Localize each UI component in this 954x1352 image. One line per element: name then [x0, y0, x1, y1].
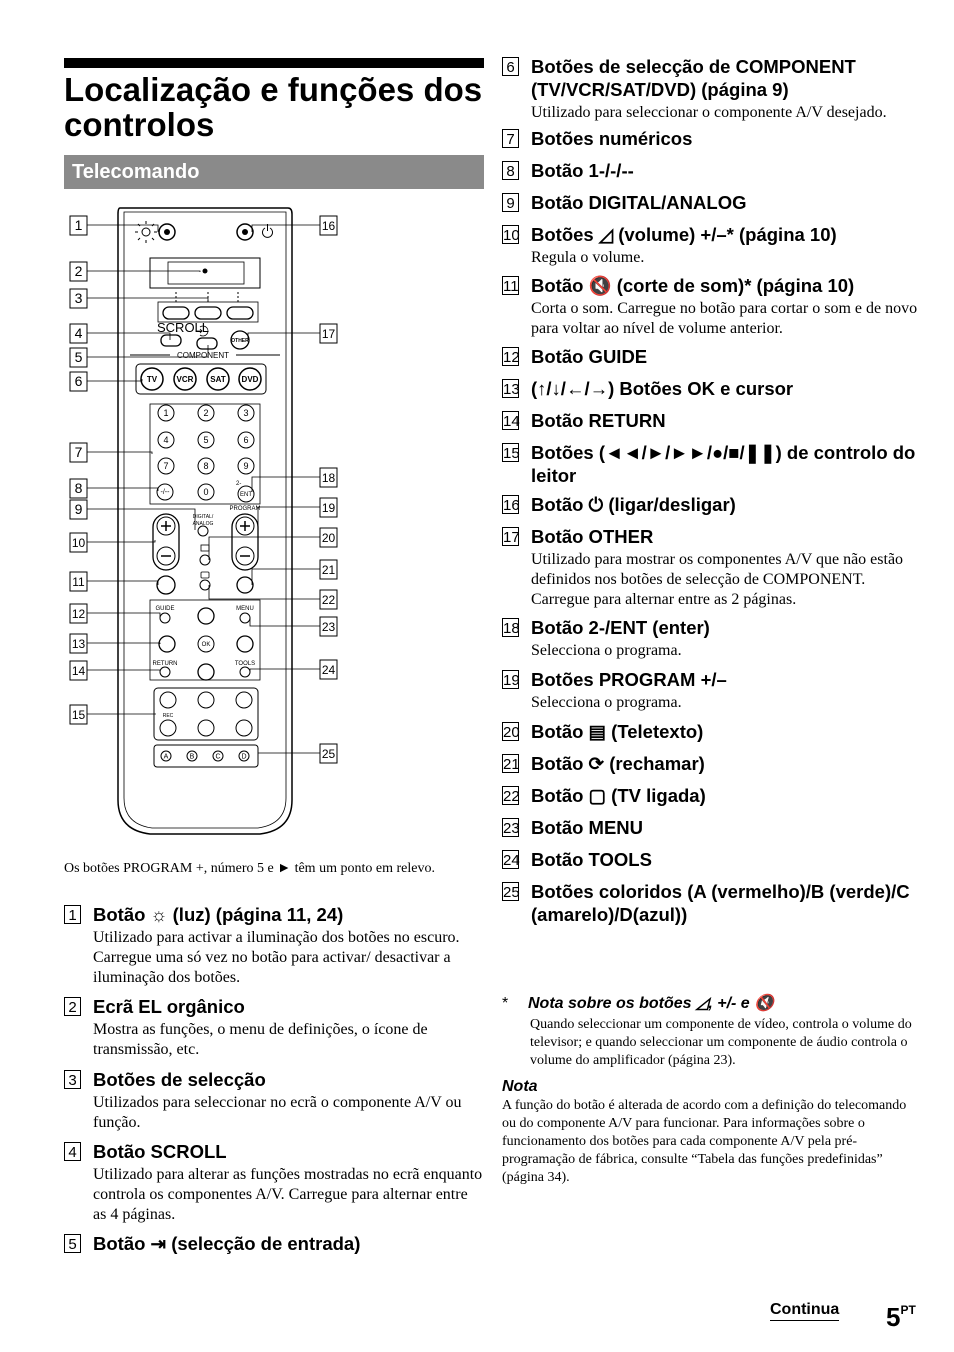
- callout-line-20: [209, 537, 320, 560]
- note-text: Quando seleccionar um componente de vídeo, controla o volume do televisor; e quando seleccionar um componente de áudio controla o volume do amplificador (página 23).: [530, 1017, 912, 1068]
- sat-label: SAT: [210, 375, 226, 384]
- item-7: [502, 127, 922, 150]
- callout-2: 2: [74, 263, 83, 279]
- callout-line-14: [87, 670, 160, 672]
- item-4: [64, 1140, 484, 1225]
- digit-label: 8: [203, 461, 209, 471]
- tv-on-icon: [201, 572, 209, 578]
- item-number: 13: [503, 381, 520, 398]
- remote-control-diagram: [60, 200, 360, 840]
- digital-analog-label: DIGITAL/: [192, 514, 214, 520]
- dvd-label: DVD: [241, 375, 259, 384]
- item-description: Regula o volume.: [531, 249, 645, 266]
- item-number: 24: [503, 852, 520, 869]
- callout-11: 11: [72, 575, 85, 589]
- ent-label: ENT: [240, 492, 252, 498]
- callout-3: 3: [74, 290, 83, 306]
- callout-25: 25: [321, 747, 336, 761]
- nota-heading: Nota: [502, 1078, 538, 1095]
- svg-text:ANALOG: ANALOG: [192, 521, 214, 527]
- callout-line-3: [87, 298, 208, 302]
- callout-12: 12: [71, 607, 86, 621]
- item-heading: Ecrã EL orgânico: [93, 996, 245, 1017]
- dash-label: -/--: [160, 489, 170, 496]
- item-description: Utilizado para alterar as funções mostradas no ecrã enquanto controla os componentes A/V. Carregue para alternar entre as 4 páginas.: [93, 1166, 483, 1223]
- item-5: [64, 1232, 484, 1255]
- digit-label: 1: [163, 408, 169, 418]
- power-icon: [263, 224, 273, 237]
- item-10: [502, 223, 922, 268]
- item-number: 20: [503, 724, 520, 741]
- item-18: [502, 616, 922, 661]
- callout-19: 19: [321, 501, 336, 515]
- remote-caption: Os botões PROGRAM +, número 5 e ► têm um ponto em relevo.: [64, 861, 435, 876]
- item-heading: Botão DIGITAL/ANALOG: [531, 192, 747, 213]
- continue-label: Continua: [770, 1300, 839, 1321]
- callout-22: 22: [321, 593, 336, 607]
- callout-10: 10: [71, 536, 86, 550]
- item-number: 23: [503, 820, 520, 837]
- digital-analog-button: [198, 526, 208, 536]
- ff-button: [236, 692, 252, 708]
- item-13: [502, 377, 922, 400]
- tv-on-button: [200, 580, 210, 590]
- light-icon: [135, 221, 157, 243]
- item-15: [502, 441, 922, 487]
- select-button-2: [195, 307, 221, 319]
- teletext-icon: [201, 545, 209, 551]
- item-12: [502, 345, 922, 368]
- item-6: [502, 55, 922, 123]
- color-label: A: [163, 753, 169, 761]
- color-label: D: [241, 753, 247, 761]
- nota-block: [502, 1077, 922, 1187]
- item-description: Selecciona o programa.: [531, 642, 682, 659]
- item-number: 3: [64, 1070, 81, 1089]
- item-description: Utilizado para activar a iluminação dos botões no escuro. Carregue uma só vez no botão para activar/ desactivar a iluminação dos botões.: [93, 929, 460, 986]
- item-heading: Botões PROGRAM +/–: [531, 669, 727, 690]
- page-suffix: PT: [900, 1303, 916, 1317]
- select-button-1: [163, 307, 189, 319]
- item-number: 9: [502, 193, 519, 212]
- section-header: [64, 155, 484, 189]
- item-heading: Botões ◿ (volume) +/–* (página 10): [531, 224, 837, 245]
- teletext-button: [200, 555, 210, 565]
- callout-line-13: [87, 643, 160, 644]
- item-heading: Botão MENU: [531, 817, 644, 838]
- callout-line-22: [209, 585, 320, 599]
- callout-line-8: [87, 488, 158, 491]
- item-number: 25: [503, 884, 520, 901]
- item-number: 19: [503, 672, 520, 689]
- left-column: [64, 903, 484, 1264]
- item-description: Mostra as funções, o menu de definições, o ícone de transmissão, etc.: [93, 1021, 428, 1058]
- item-20: [502, 720, 922, 743]
- item-22: [502, 784, 922, 807]
- item-number: 5: [64, 1234, 81, 1253]
- menu-label: MENU: [236, 606, 254, 612]
- callout-20: 20: [321, 531, 336, 545]
- mute-button: [157, 576, 175, 594]
- item-heading: Botão TOOLS: [531, 849, 652, 870]
- item-1: [64, 903, 484, 988]
- item-number: 7: [502, 129, 519, 148]
- item-heading: (↑/↓/←/→) Botões OK e cursor: [531, 378, 794, 399]
- callout-1: 1: [74, 217, 83, 233]
- tv-label: TV: [146, 375, 158, 384]
- item-heading: Botão ⟳ (rechamar): [531, 753, 705, 774]
- tools-label: TOOLS: [234, 661, 256, 667]
- other-label: OTHER: [231, 338, 249, 344]
- item-number: 18: [503, 620, 520, 637]
- return-label: RETURN: [152, 661, 178, 667]
- page-title: Localização e funções dos controlos: [64, 71, 483, 143]
- item-number: 16: [503, 497, 520, 514]
- item-heading: Botão ⏻ (ligar/desligar): [531, 494, 736, 515]
- note-heading: Nota sobre os botões ◿, +/- e 🔇: [528, 995, 775, 1012]
- item-number: 4: [64, 1142, 81, 1161]
- item-24: [502, 848, 922, 871]
- callout-17: 17: [321, 327, 336, 341]
- scroll-button: [161, 335, 181, 346]
- right-button: [237, 636, 253, 652]
- item-heading: Botão 🔇 (corte de som)* (página 10): [531, 275, 855, 296]
- item-number: 21: [503, 756, 520, 773]
- page-number: $5^{PT}$: [886, 1302, 916, 1332]
- item-17: [502, 525, 922, 610]
- item-21: [502, 752, 922, 775]
- callout-line-11: [87, 581, 158, 585]
- item-heading: Botões numéricos: [531, 128, 693, 149]
- down-button: [198, 664, 214, 680]
- item-16: [502, 493, 922, 516]
- color-label: B: [189, 753, 195, 761]
- callout-14: 14: [71, 664, 86, 678]
- item-number: 12: [503, 349, 520, 366]
- program-label: PROGRAM: [229, 506, 261, 512]
- return-button: [160, 667, 170, 677]
- rewind-button: [160, 692, 176, 708]
- item-heading: Botão 2-/ENT (enter): [531, 617, 710, 638]
- callout-4: 4: [74, 325, 83, 341]
- recall-button: [237, 577, 253, 593]
- item-number: 17: [503, 529, 520, 546]
- left-button: [159, 636, 175, 652]
- item-number: 11: [503, 278, 519, 295]
- menu-button: [240, 613, 250, 623]
- callout-23: 23: [321, 620, 336, 634]
- note-asterisk: *: [502, 995, 509, 1012]
- item-heading: Botões de selecção de COMPONENT (TV/VCR/SAT/DVD) (página 9): [531, 56, 856, 100]
- callout-line-2: [87, 271, 200, 272]
- item-14: [502, 409, 922, 432]
- volume-note: [502, 994, 922, 1070]
- color-label: C: [215, 753, 221, 761]
- callout-line-24: [250, 669, 320, 672]
- item-number: 6: [502, 57, 519, 76]
- guide-button: [160, 613, 170, 623]
- title-rule: [64, 58, 484, 68]
- digit-label: 3: [243, 408, 249, 418]
- item-description: Corta o som. Carregue no botão para cortar o som e de novo para voltar ao nível de volume anterior.: [531, 300, 918, 337]
- nota-text: A função do botão é alterada de acordo com a definição do telecomando ou do componente A/V para funcionar. Para informações sobre o funcionamento dos botões para cada componente A/V pela pré-programação de fábrica, consulte “Tabela das funções predefinidas” (página 34).: [502, 1098, 907, 1185]
- ok-label: OK: [201, 642, 211, 648]
- item-heading: Botão 1-/-/--: [531, 160, 634, 181]
- item-11: [502, 274, 922, 339]
- digit-label: 2: [203, 408, 209, 418]
- input-button: [197, 338, 217, 349]
- item-number: 10: [503, 227, 520, 244]
- item-9: [502, 191, 922, 214]
- item-heading: Botão SCROLL: [93, 1141, 227, 1162]
- item-description: Utilizados para seleccionar no ecrã o componente A/V ou função.: [93, 1094, 462, 1131]
- callout-24: 24: [321, 663, 336, 677]
- item-23: [502, 816, 922, 839]
- callout-21: 21: [321, 563, 336, 577]
- item-number: 14: [503, 413, 520, 430]
- item-2: [64, 995, 484, 1060]
- callout-line-19: [258, 507, 320, 540]
- select-button-3: [227, 307, 253, 319]
- item-heading: Botão OTHER: [531, 526, 654, 547]
- item-8: [502, 159, 922, 182]
- item-number: 1: [64, 905, 81, 924]
- item-heading: Botões coloridos (A (vermelho)/B (verde)/C (amarelo)/D(azul)): [531, 881, 910, 925]
- callout-13: 13: [71, 637, 86, 651]
- item-19: [502, 668, 922, 713]
- item-heading: Botão ⇥ (selecção de entrada): [93, 1233, 361, 1254]
- callout-18: 18: [321, 471, 336, 485]
- callout-line-17: [248, 333, 320, 340]
- item-heading: Botões (◄◄/►/►►/●/■/❚❚) de controlo do leitor: [531, 442, 916, 486]
- callout-5: 5: [74, 349, 83, 365]
- item-number: 15: [503, 445, 520, 462]
- item-description: Selecciona o programa.: [531, 694, 682, 711]
- callout-line-6: [87, 379, 142, 381]
- vcr-label: VCR: [176, 375, 194, 384]
- item-heading: Botões de selecção: [93, 1069, 266, 1090]
- digit-label: 4: [163, 435, 169, 445]
- digit-label: 0: [203, 487, 209, 497]
- item-heading: Botão ☼ (luz) (página 11, 24): [93, 904, 344, 925]
- rec-button: [160, 720, 176, 736]
- callout-line-25: [258, 748, 320, 753]
- section-title: Telecomando: [72, 161, 200, 183]
- item-heading: Botão RETURN: [531, 410, 666, 431]
- item-heading: Botão ▤ (Teletexto): [531, 721, 704, 742]
- item-3: [64, 1068, 484, 1133]
- up-button: [198, 608, 214, 624]
- component-label: COMPONENT: [177, 351, 229, 360]
- callout-line-10: [87, 540, 155, 542]
- digit-label: 9: [243, 461, 249, 471]
- right-column: [502, 55, 922, 935]
- item-heading: Botão GUIDE: [531, 346, 648, 367]
- stop-button: [198, 720, 214, 736]
- item-heading: Botão ▢ (TV ligada): [531, 785, 706, 806]
- callout-16: 16: [321, 219, 336, 233]
- item-number: 22: [503, 788, 520, 805]
- callout-15: 15: [71, 708, 86, 722]
- scroll-label: SCROLL: [157, 320, 210, 335]
- two-label: 2-: [236, 481, 242, 487]
- guide-label: GUIDE: [155, 606, 175, 612]
- item-number: 8: [502, 161, 519, 180]
- callout-line-12: [87, 613, 160, 618]
- digit-label: 6: [243, 435, 249, 445]
- item-25: [502, 880, 922, 926]
- callout-7: 7: [74, 444, 83, 460]
- item-number: 2: [64, 997, 81, 1016]
- digit-label: 7: [163, 461, 169, 471]
- item-description: Utilizado para seleccionar o componente A/V desejado.: [531, 104, 887, 121]
- play-button: [198, 692, 214, 708]
- item-description: Utilizado para mostrar os componentes A/V que não estão definidos nos botões de selecção de COMPONENT. Carregue para alternar entre as 2 páginas.: [531, 551, 904, 608]
- callout-8: 8: [74, 480, 83, 496]
- callout-6: 6: [74, 373, 83, 389]
- pause-button: [236, 720, 252, 736]
- callout-9: 9: [74, 501, 83, 517]
- rec-label: REC: [162, 713, 174, 719]
- tools-button: [240, 667, 250, 677]
- callout-line-23: [250, 618, 320, 626]
- digit-label: 5: [203, 435, 209, 445]
- callout-line-7: [87, 452, 152, 454]
